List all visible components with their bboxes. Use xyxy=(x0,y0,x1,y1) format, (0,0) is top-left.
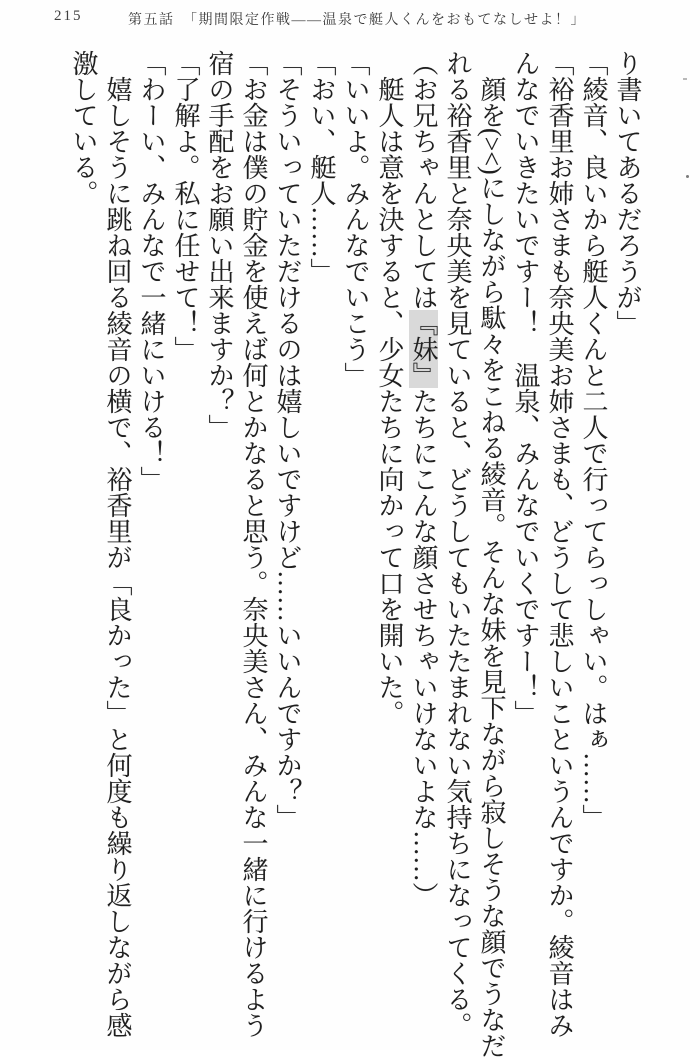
text-column: 「そういっていただけるのは嬉しいですけど……いいんですか？」 xyxy=(273,50,302,830)
text-column: れる裕香里と奈央美を見ていると、どうしてもいたたまれない気持ちになってくる。 xyxy=(443,50,472,1038)
text-column: んなでいきたいですー！ 温泉、みんなでいくですー！」 xyxy=(511,50,540,726)
text-column: 「裕香里お姉さまも奈央美お姉さまも、どうして悲しいこというんですか。綾音はみ xyxy=(545,50,574,1038)
text-column: 「おい、艇人……」 xyxy=(307,50,336,284)
text-body xyxy=(66,50,644,1059)
text-column: 「お金は僕の貯金を使えば何とかなると思う。奈央美さん、みんな一緒に行けるよう xyxy=(239,50,268,1038)
text-column: 顔を(><)にしながら駄々をこねる綾音。そんな妹を見下ながら寂しそうな顔でうなだ xyxy=(477,50,506,1059)
text-column: 嬉しそうに跳ね回る綾音の横で、裕香里が「良かった」と何度も繰り返しながら感 xyxy=(103,50,132,1038)
text-column: 宿の手配をお願い出来ますか？」 xyxy=(205,50,234,440)
text-column: （お兄ちゃんとしては『妹』たちにこんな顔させちゃいけないよな……） xyxy=(409,50,438,908)
text-column: 「わーい、みんなで一緒にいける！」 xyxy=(137,50,166,492)
text-column: 「いいよ。みんなでいこう」 xyxy=(341,50,370,388)
scan-speck xyxy=(686,175,689,178)
text-column: 艇人は意を決すると、少女たちに向かって口を開いた。 xyxy=(375,50,404,726)
text-column: 「綾音、良いから艇人くんと二人で行ってらっしゃい。はぁ……」 xyxy=(579,50,608,830)
running-header xyxy=(0,6,700,30)
text-column: 激している。 xyxy=(69,50,98,206)
emphasis-highlight: 『妹』 xyxy=(409,310,438,388)
text-column: り書いてあるだろうが」 xyxy=(613,50,642,336)
scan-speck-small xyxy=(683,78,687,80)
text-column: 「了解よ。私に任せて！」 xyxy=(171,50,200,362)
page-number: 215 xyxy=(54,8,83,24)
chapter-title: 第五話 「期間限定作戦――温泉で艇人くんをおもてなしせよ！」 xyxy=(128,13,586,28)
